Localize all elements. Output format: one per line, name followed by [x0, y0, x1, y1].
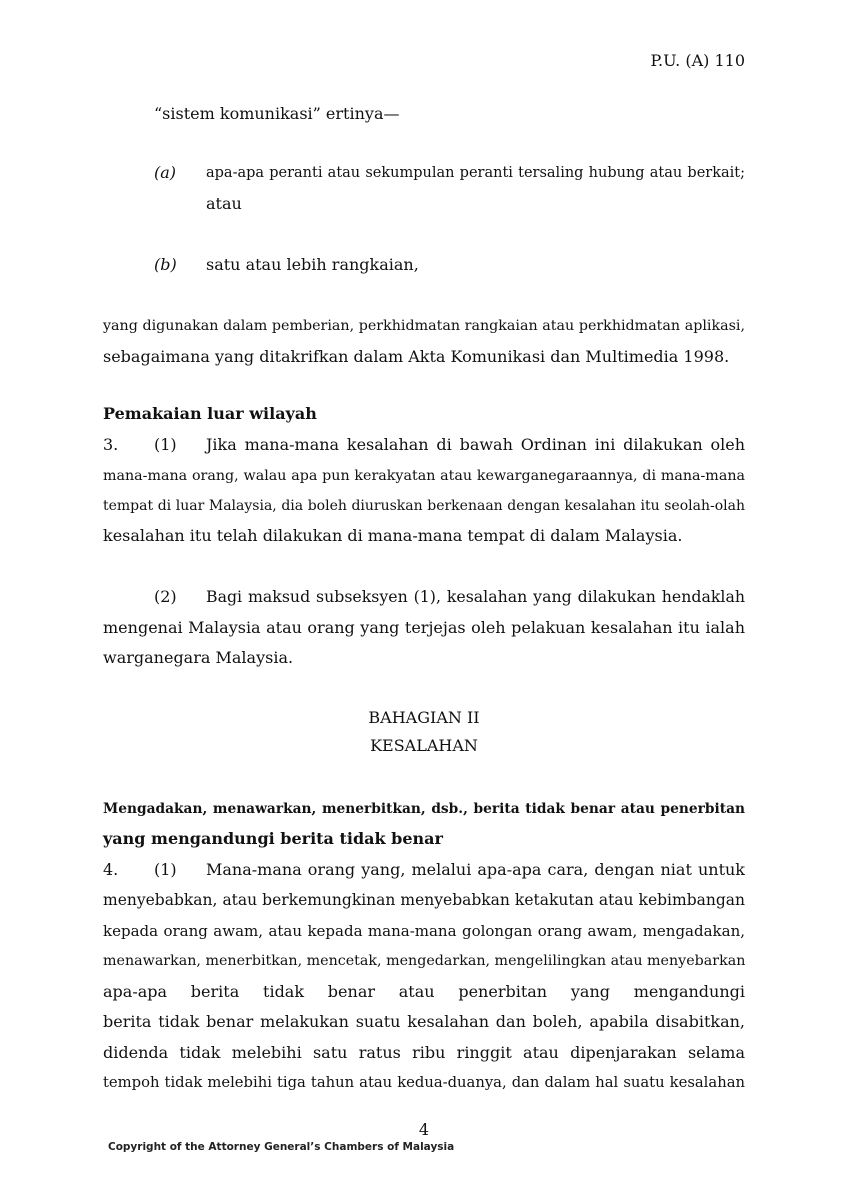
section-4-line: kepada orang awam, atau kepada mana-mana golongan orang awam, mengadakan, [103, 922, 745, 940]
section-4-line: tempoh tidak melebihi tiga tahun atau kedua-duanya, dan dalam hal suatu kesalahan [103, 1074, 745, 1091]
section-3-number: 3. [103, 435, 119, 454]
page-number: 4 [418, 1120, 430, 1139]
definition-term: “sistem komunikasi” ertinya— [154, 104, 400, 123]
section-3-sub1-label: (1) [154, 435, 177, 454]
item-a-label: (a) [154, 163, 177, 182]
section-3-sub1-line: mana-mana orang, walau apa pun kerakyatan atau kewarganegaraannya, di mana-mana [103, 468, 745, 484]
section-4-heading-line: yang mengandungi berita tidak benar [103, 829, 443, 848]
section-4-sub1-first-line: Mana-mana orang yang, melalui apa-apa cara, dengan niat untuk [206, 860, 745, 879]
section-4-sub1-label: (1) [154, 860, 177, 879]
section-3-sub1-line: kesalahan itu telah dilakukan di mana-mana tempat di dalam Malaysia. [103, 526, 683, 545]
section-4-line: menawarkan, menerbitkan, mencetak, mengedarkan, mengelilingkan atau menyebarkan [103, 953, 746, 969]
item-b-label: (b) [154, 255, 177, 274]
section-4-heading-line: Mengadakan, menawarkan, menerbitkan, dsb., berita tidak benar atau penerbitan [103, 801, 745, 817]
item-a-text: apa-apa peranti atau sekumpulan peranti tersaling hubung atau berkait; [206, 165, 745, 181]
definition-closing-line: yang digunakan dalam pemberian, perkhidmatan rangkaian atau perkhidmatan aplikasi, [103, 318, 745, 334]
section-4-line: apa-apa berita tidak benar atau penerbitan yang mengandungi [103, 982, 745, 1001]
item-b-text: satu atau lebih rangkaian, [206, 255, 419, 274]
document-reference: P.U. (A) 110 [650, 51, 745, 70]
section-3-sub1-line: tempat di luar Malaysia, dia boleh diuruskan berkenaan dengan kesalahan itu seolah-olah [103, 498, 745, 514]
section-4-line: didenda tidak melebihi satu ratus ribu ringgit atau dipenjarakan selama [103, 1043, 745, 1062]
section-3-sub2-label: (2) [154, 587, 177, 606]
section-3-sub1-first-line: Jika mana-mana kesalahan di bawah Ordinan ini dilakukan oleh [206, 435, 745, 454]
section-4-number: 4. [103, 860, 119, 879]
section-3-sub2-line: warganegara Malaysia. [103, 648, 294, 667]
section-3-sub2-line: mengenai Malaysia atau orang yang terjejas oleh pelakuan kesalahan itu ialah [103, 618, 745, 637]
section-3-sub2-first-line: Bagi maksud subseksyen (1), kesalahan yang dilakukan hendaklah [206, 587, 745, 606]
part-subtitle: KESALAHAN [370, 736, 478, 755]
section-4-line: berita tidak benar melakukan suatu kesalahan dan boleh, apabila disabitkan, [103, 1012, 745, 1031]
part-title: BAHAGIAN II [368, 708, 480, 727]
copyright-notice: Copyright of the Attorney General’s Chambers of Malaysia [108, 1141, 455, 1153]
section-4-line: menyebabkan, atau berkemungkinan menyebabkan ketakutan atau kebimbangan [103, 891, 745, 909]
item-a-text-cont: atau [206, 194, 242, 213]
section-3-heading: Pemakaian luar wilayah [103, 404, 317, 423]
definition-closing-line: sebagaimana yang ditakrifkan dalam Akta Komunikasi dan Multimedia 1998. [103, 347, 730, 366]
